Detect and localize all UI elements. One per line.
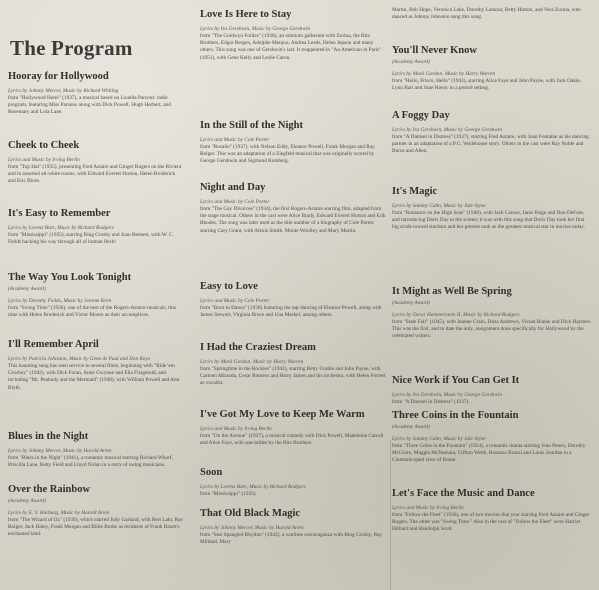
- song-description: from "A Damsel in Distress" (1937).: [392, 399, 470, 405]
- song-title: In the Still of the Night: [200, 120, 303, 131]
- award-note: (Academy Award): [392, 424, 430, 430]
- song-credits: Lyrics and Music by Cole Porter: [200, 199, 270, 205]
- song-entry: [8, 208, 184, 246]
- song-description: from "Hollywood Hotel" (1937), a musical based on Louella Parsons' radio program, featuring Miss Parsons along with Dick Powell, Hugh Herbert, and Rosemary and Lola Lane.: [8, 95, 171, 116]
- song-description: from "The Gay Divorcee" (1934), the first Rogers-Astaire starring film, adapted from the stage musical. Others in the cast were Alice Brady, Edward Everett Horton and Erik Rhodes. The song was later used as the title number of a biography of Cole Porter, starring Cary Grant, with Alexis Smith, Monte Woolley and Mary Martin.: [200, 206, 386, 234]
- song-credits: Lyrics by Johnny Mercer, Music by Harold Arlen: [200, 525, 304, 531]
- song-description: from "Three Coins in the Fountain" (1954), a romantic drama starring Jean Peters, Dorothy McGuire, Maggie McNamara, Clifton Webb, Rossano Brazzi and Louis Jourdan in a CinemaScoped view of Rome.: [392, 443, 586, 464]
- song-title: Cheek to Cheek: [8, 140, 80, 151]
- song-credits: Lyrics by Ira Gershwin, Music by George Gershwin: [392, 127, 502, 133]
- song-entry: [200, 409, 388, 447]
- song-description: from "On the Avenue" (1937), a musical comedy with Dick Powell, Madeleine Carroll and Alice Faye, with specialties by the Ritz Brothers.: [200, 433, 384, 447]
- song-title: Let's Face the Music and Dance: [392, 488, 535, 499]
- song-entry: [8, 431, 184, 469]
- song-title: Hooray for Hollywood: [8, 71, 109, 82]
- song-credits: Lyrics and Music by Irving Berlin: [8, 157, 80, 163]
- song-credits: Lyrics by Johnny Mercer, Music by Harold Arlen: [8, 448, 112, 454]
- song-description: from "Mississippi" (1935).: [200, 491, 257, 497]
- song-title: It's Magic: [392, 186, 438, 197]
- song-title: Over the Rainbow: [8, 484, 91, 495]
- song-credits: Lyrics and Music by Irving Berlin: [392, 505, 464, 511]
- song-title: A Foggy Day: [392, 110, 450, 121]
- song-credits: Lyrics by Sammy Cahn, Music by Jule Styne: [392, 436, 486, 442]
- song-description: from "A Damsel in Distress" (1937), starring Fred Astaire, with Joan Fontaine as his dancing partner in an adaptation of a P.G. Wodehouse story. Others in the cast were Ray Noble and Burns and Allen.: [392, 134, 589, 155]
- song-credits: Lyrics and Music by Cole Porter: [200, 137, 270, 143]
- song-entry: [200, 9, 388, 62]
- song-description: from "Swing Time" (1936), one of the best of the Rogers-Astaire musicals, this time with Helen Broderick and Victor Moore as their accomplices.: [8, 305, 176, 319]
- song-entry: [8, 140, 184, 186]
- song-entry: [392, 110, 592, 156]
- song-description: from "Mississippi" (1935), starring Bing Crosby and Joan Bennett, with W. C. Fields backing his way through all of human flesh!: [8, 232, 174, 246]
- song-description: from "Top Hat" (1935), presenting Fred Astaire and Ginger Rogers on the Riviera and in assorted all-white rooms, with Edward Everett Horton, Helen Broderick and Eric Blore.: [8, 164, 182, 185]
- song-entry: [200, 281, 388, 319]
- song-entry: [8, 71, 184, 117]
- song-entry: [392, 186, 592, 232]
- song-entry: [392, 410, 592, 465]
- song-credits: Lyrics by Patricia Johnston, Music by Gene de Paul and Don Raye: [8, 356, 151, 362]
- song-description: This haunting song has seen service in several films, beginning with "Ride 'em Cowboy" (1942), with Dick Foran, Anne Gwynne and Ella Fitzgerald, and including "Mr. Peabody and the Mermaid" (1948), with William Powell and Ann Blyth.: [8, 363, 180, 391]
- song-credits: Lyrics by Ira Gershwin, Music by George Gershwin: [200, 26, 310, 32]
- song-credits: Lyrics by Ira Gershwin, Music by George Gershwin: [392, 392, 502, 398]
- song-credits: Lyrics by Johnny Mercer, Music by Richard Whiting: [8, 88, 119, 94]
- song-title: Three Coins in the Fountain: [392, 410, 519, 421]
- song-entry: [200, 182, 388, 235]
- song-title: You'll Never Know: [392, 45, 477, 56]
- song-entry: [200, 508, 388, 546]
- song-title: Nice Work if You Can Get It: [392, 375, 520, 386]
- song-entry: [200, 120, 388, 166]
- song-description: Martin, Bob Hope, Veronica Lake, Dorothy Lamour, Betty Hutton, and Vera Zorina, who danced as Johnny Johnston sang this song.: [392, 7, 581, 21]
- song-title: Blues in the Night: [8, 431, 89, 442]
- song-title: I'll Remember April: [8, 339, 99, 350]
- song-description: from "Springtime in the Rockies" (1942), starring Betty Grable and John Payne, with Carmen Miranda, Cesar Romero and Harry James and his orchestra, with Helen Forrest as vocalist.: [200, 366, 386, 387]
- song-title: Easy to Love: [200, 281, 258, 292]
- award-note: (Academy Award): [392, 300, 430, 306]
- song-entry: [8, 339, 184, 392]
- song-credits: Lyrics by Dorothy Fields, Music by Jerome Kern: [8, 298, 112, 304]
- song-entry: [200, 342, 388, 388]
- song-title: Love Is Here to Stay: [200, 9, 292, 20]
- song-description: from "The Goldwyn Follies" (1938), an omnium gatherum with Zorina, the Ritz Brothers, Edgar Bergen, Adolphe Menjou, Andrea Leeds, Helen Jepson and many others. This song was one of Gershwin's last. It reappeared in "An American in Paris" (1951), with Gene Kelly and Leslie Caron.: [200, 33, 382, 61]
- column-divider: [390, 440, 391, 590]
- song-entry: [392, 488, 592, 534]
- song-credits: Lyrics by Oscar Hammerstein II, Music by Richard Rodgers: [392, 312, 520, 318]
- song-credits: Lyrics by Mack Gordon, Music by Harry Warren: [392, 71, 496, 77]
- song-description: from "The Wizard of Oz" (1939), which starred Judy Garland, with Bert Lahr, Ray Bolger, Jack Haley, Frank Morgan and Billie Burke as residents of Frank Baum's enchanted land.: [8, 517, 184, 538]
- song-credits: Lyrics by Sammy Cahn, Music by Jule Styne: [392, 203, 486, 209]
- song-entry: [8, 484, 184, 539]
- song-entry: [8, 272, 184, 319]
- song-entry: [392, 375, 592, 406]
- song-credits: Lyrics and Music by Cole Porter: [200, 298, 270, 304]
- song-description: from "Star Spangled Rhythm" (1942), a wartime extravaganza with Bing Crosby, Ray Milland, Mary: [200, 532, 383, 546]
- award-note: (Academy Award): [8, 498, 46, 504]
- song-entry: [200, 467, 388, 498]
- song-credits: Lyrics by E. Y. Harburg, Music by Harold Arlen: [8, 510, 110, 516]
- song-title: It's Easy to Remember: [8, 208, 111, 219]
- song-entry: [392, 7, 592, 21]
- song-title: I've Got My Love to Keep Me Warm: [200, 409, 365, 420]
- song-entry: [392, 45, 592, 92]
- song-credits: Lyrics by Lorenz Hart, Music by Richard Rodgers: [8, 225, 114, 231]
- song-entry: [392, 286, 592, 341]
- song-credits: Lyrics by Lorenz Hart, Music by Richard Rodgers: [200, 484, 306, 490]
- song-description: from "Born to Dance" (1936) featuring the tap-dancing of Eleanor Powell, along with James Stewart, Virginia Bruce and Una Merkel, among others.: [200, 305, 382, 319]
- song-title: The Way You Look Tonight: [8, 272, 132, 283]
- song-description: from "Blues in the Night" (1941), a romantic musical starring Richard Whorf, Priscilla Lane, Betty Field and Lloyd Nolan in a story of swing musicians.: [8, 455, 174, 469]
- song-description: from "State Fair" (1945), with Jeanne Crain, Dana Andrews, Vivian Blaine and Dick Haymes. This was the first, and to date the only, assignment done specifically for Hollywood by the celebrated writers.: [392, 319, 592, 340]
- page-title: The Program: [10, 36, 133, 60]
- song-title: Night and Day: [200, 182, 266, 193]
- song-title: It Might as Well Be Spring: [392, 286, 512, 297]
- song-description: from "Follow the Fleet" (1936), one of two movies that year starring Fred Astaire and Ginger Rogers. The other was "Swing Time." Also in the cast of "Follow the Fleet" were Harriet Hilliard and Randolph Scott.: [392, 512, 590, 533]
- award-note: (Academy Award): [392, 59, 430, 65]
- song-credits: Lyrics and Music by Irving Berlin: [200, 426, 272, 432]
- song-description: from "Rosalie" (1937), with Nelson Eddy, Eleanor Powell, Frank Morgan and Ray Bolger. This was an adaptation of a Ziegfeld musical that was originally scored by George Gershwin and Sigmund Romberg.: [200, 144, 375, 165]
- song-credits: Lyrics by Mack Gordon, Music by Harry Warren: [200, 359, 304, 365]
- song-description: from "Romance on the High Seas" (1948), with Jack Carson, Janis Paige and Don DeFore, and introducing Doris Day to the screen; it was with this song that Doris Day took her first big stride toward stardom and her present rank as the greatest musical star in movies today.: [392, 210, 585, 231]
- award-note: (Academy Award): [8, 286, 46, 292]
- song-description: from "Hello, Frisco, Hello" (1943), starring Alice Faye and John Payne, with Jack Oakie, Lynn Bari and June Havoc in a period setting.: [392, 78, 582, 92]
- song-title: I Had the Craziest Dream: [200, 342, 316, 353]
- song-title: Soon: [200, 467, 223, 478]
- song-title: That Old Black Magic: [200, 508, 301, 519]
